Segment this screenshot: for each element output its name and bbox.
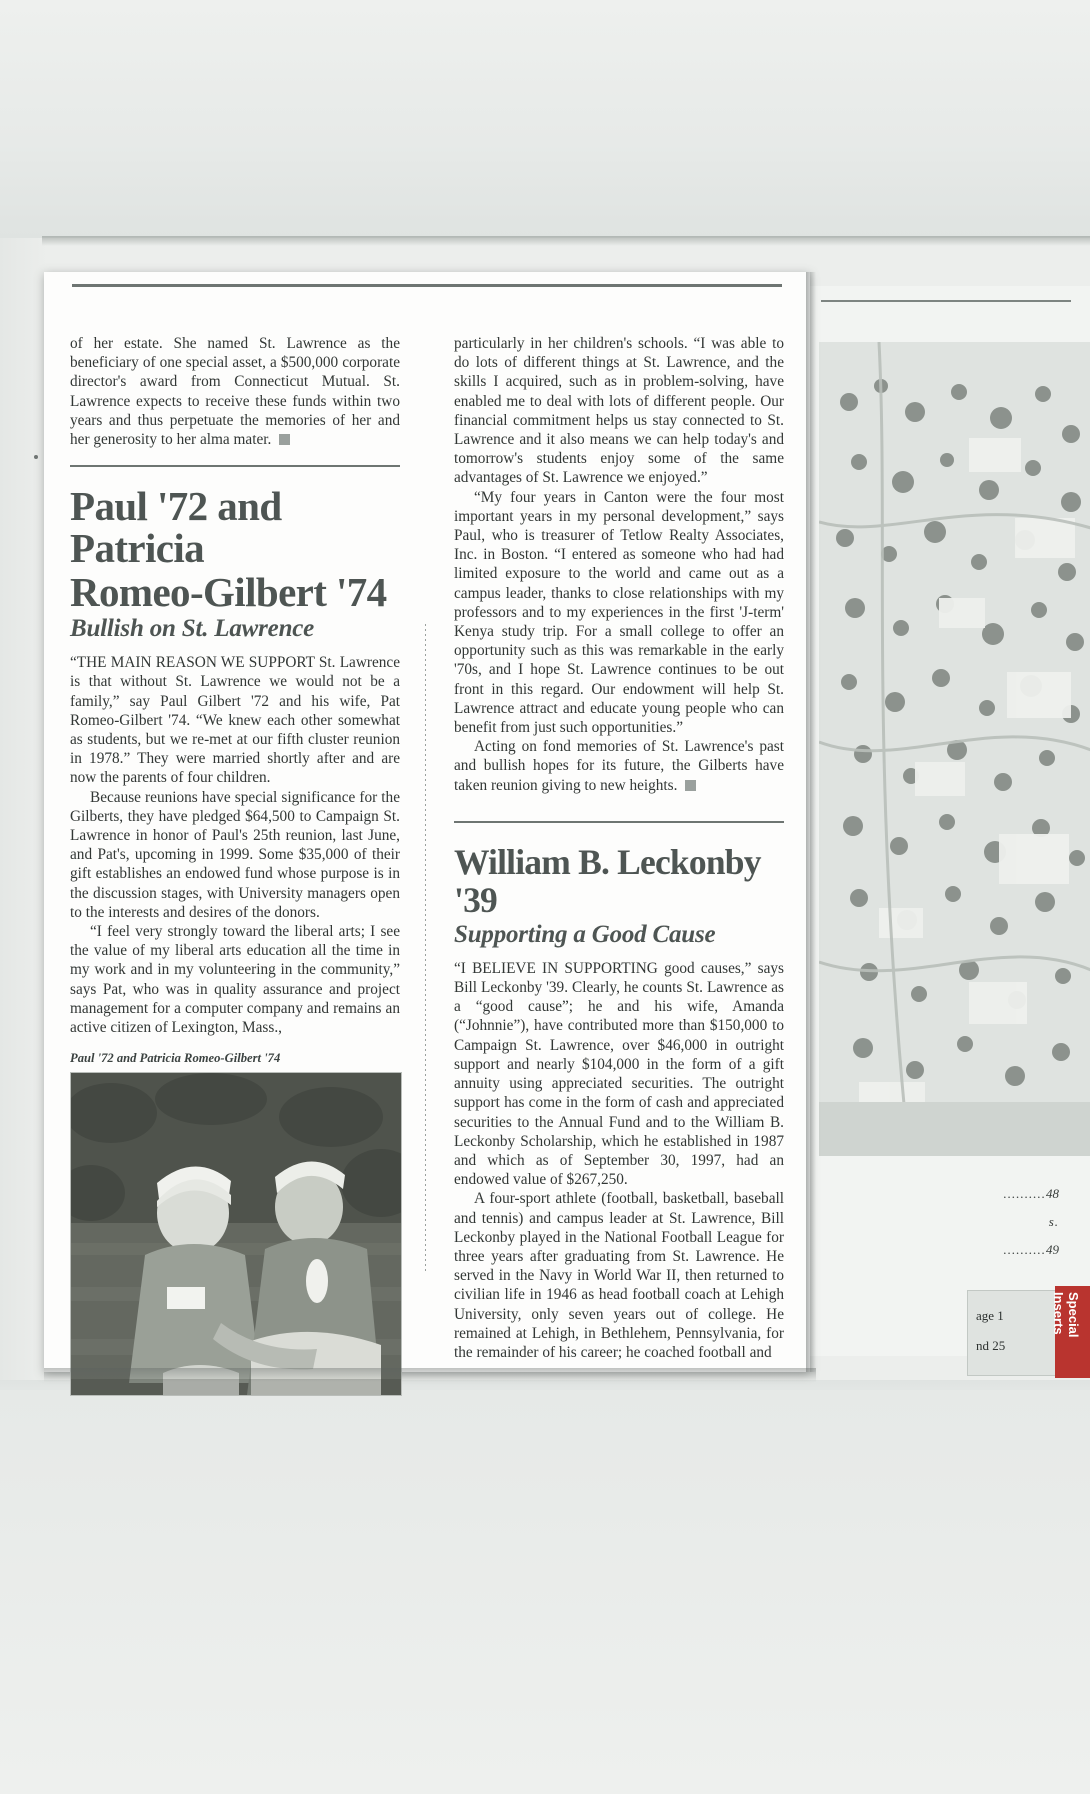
toc-entry (815, 1186, 1083, 1202)
background-page-rule (821, 300, 1071, 302)
scan-artifact-dot (34, 455, 38, 459)
leckonby-subhead: Supporting a Good Cause (454, 920, 716, 948)
toc-entry (815, 1214, 1083, 1230)
page-bottom-edge-shadow (44, 1368, 816, 1382)
leckonby-col-continued-3 (454, 737, 784, 795)
gilbert-headline-line-2: Romeo-Gilbert '74 (70, 569, 387, 616)
photo-caption: Paul '72 and Patricia Romeo-Gilbert '74 (70, 1051, 281, 1066)
special-inserts-line-2: Inserts (1051, 1292, 1066, 1335)
gilbert-paragraph-1: “THE MAIN REASON WE SUPPORT St. Lawrence is that without St. Lawrence we would not be a family,” say Paul Gilbert '72 and his wife, Pat Romeo-Gilbert '74. “We knew each other somewhat as students, but we re-met at our fifth cluster reunion in 1978.” They were married shortly after and are now the parents of four children. (70, 654, 400, 787)
scanbed-top-area (0, 0, 1090, 238)
aerial-photo-graphic (819, 342, 1090, 1156)
background-page (806, 286, 1090, 1356)
special-inserts-tab (1051, 1286, 1090, 1378)
section-rule-left (70, 465, 400, 467)
special-inserts-tab-label (1051, 1292, 1081, 1338)
aerial-campus-photo (819, 342, 1090, 1156)
leckonby-headline: William B. Leckonby '39 (454, 841, 761, 920)
insert-tab-line-2: nd 25 (976, 1338, 1006, 1353)
leckonby-col-continued-2: “My four years in Canton were the four most important years in my personal development,” says Paul, who is treasurer of Tetlow Realty Associates, Inc. in Boston. “I entered as someone who had had limited exposure to the world and came out as a campus leader, thanks to close relationships with my professors and to my experiences in the first 'J-term' Kenya study trip. For a small college to offer an opportunity such as this was remarkable in the early '70s, and I hope St. Lawrence continues to be out front in this regard. Our endowment will help St. Lawrence attract and educate young people who can benefit from just such opportunities.” (454, 488, 784, 737)
scanned-magazine-page (44, 272, 810, 1372)
end-mark-icon-right (685, 780, 696, 791)
leckonby-paragraph-2: A four-sport athlete (football, basketball, baseball and tennis) and campus leader at St. Lawrence, Bill Leckonby played in the National Football League for three years after graduating from St. Lawrence. He served in the Navy in World War II, then returned to civilian life in 1946 as head football coach at Lehigh University, only seven years out of college. He remained at Lehigh, in Bethlehem, Pennsylvania, for the remainder of his career; he coached football and (454, 1190, 784, 1361)
continued-paragraph (70, 334, 400, 449)
gilbert-headline-line-1: Paul '72 and Patricia (70, 483, 282, 572)
gilbert-paragraph-2: Because reunions have special significance for the Gilberts, they have pledged $64,500 to Campaign St. Lawrence in honor of Paul's 25th reunion, last June, and Pat's, upcoming in 1999. Some $35,000 of their gift establishes an endowed fund whose purpose is in the discussion stages, with University managers open to the interests and desires of the donors. (70, 788, 400, 921)
toc-leader-2: .......... (1003, 1242, 1046, 1257)
background-page-toc (815, 1186, 1083, 1270)
right-column (454, 334, 784, 1361)
special-inserts-line-1: Special (1066, 1292, 1081, 1338)
leckonby-col-continued-1: particularly in her children's schools. “I was able to do lots of different things at St. Lawrence, and the skills I acquired, such as in problem-solving, have enabled me to deal with lots of different people. Our financial commitment helps us stay connected to St. Lawrence and it also means we can help today's and tomorrow's students enjoy some of the same advantages of St. Lawrence we enjoyed.” (454, 335, 784, 487)
leckonby-col-continued-3-text: Acting on fond memories of St. Lawrence's past and bullish hopes for its future, the Gilberts have taken reunion giving to new heights. (454, 738, 784, 794)
column-divider (425, 624, 426, 1274)
end-mark-icon (279, 434, 290, 445)
page-right-edge-shadow (806, 272, 816, 1372)
continued-paragraph-text: of her estate. She named St. Lawrence as the beneficiary of one special asset, a $500,000 corporate director's award from Connecticut Mutual. St. Lawrence expects to receive these funds within two years and thus perpetuate the memories of her and her generosity to her alma mater. (70, 335, 400, 449)
page-header-rule (72, 284, 782, 287)
toc-page-0: 48 (1046, 1186, 1059, 1201)
toc-entry (815, 1242, 1083, 1258)
toc-leader-0: .......... (1003, 1186, 1046, 1201)
photo-figures-graphic (71, 1073, 401, 1395)
page-top-shadow (42, 236, 1090, 246)
toc-leader-1: s. (1048, 1214, 1059, 1229)
section-rule-right (454, 821, 784, 823)
insert-tab-line-1: age 1 (976, 1308, 1004, 1323)
gilbert-subhead: Bullish on St. Lawrence (70, 615, 315, 643)
leckonby-paragraph-1: “I BELIEVE IN SUPPORTING good causes,” says Bill Leckonby '39. Clearly, he counts St. Lawrence as a “good cause”; he and his wife, Amanda (“Johnnie”), have contributed more than $150,000 to Campaign St. Lawrence, over $46,000 in outright support and nearly $104,000 in the form of a gift annuity using appreciated securities. The outright support has come in the form of cash and appreciated securities to the Annual Fund and to the William B. Leckonby Scholarship, which he established in 1987 and which as of September 30, 1997, had an endowed value of $267,250. (454, 959, 784, 1189)
scanbed-bottom-area (0, 1390, 1090, 1794)
toc-page-2: 49 (1046, 1242, 1059, 1257)
page-columns (70, 334, 784, 1361)
gilbert-photograph (70, 1072, 402, 1396)
left-column (70, 334, 400, 1348)
gilbert-paragraph-3: “I feel very strongly toward the liberal arts; I see the value of my liberal arts education all the time in my work and in my volunteering in the community,” says Pat, who was in quality assurance and project management for a computer company and remains an active citizen of Lexington, Mass., (70, 923, 400, 1037)
insert-tab-text (976, 1301, 1005, 1361)
